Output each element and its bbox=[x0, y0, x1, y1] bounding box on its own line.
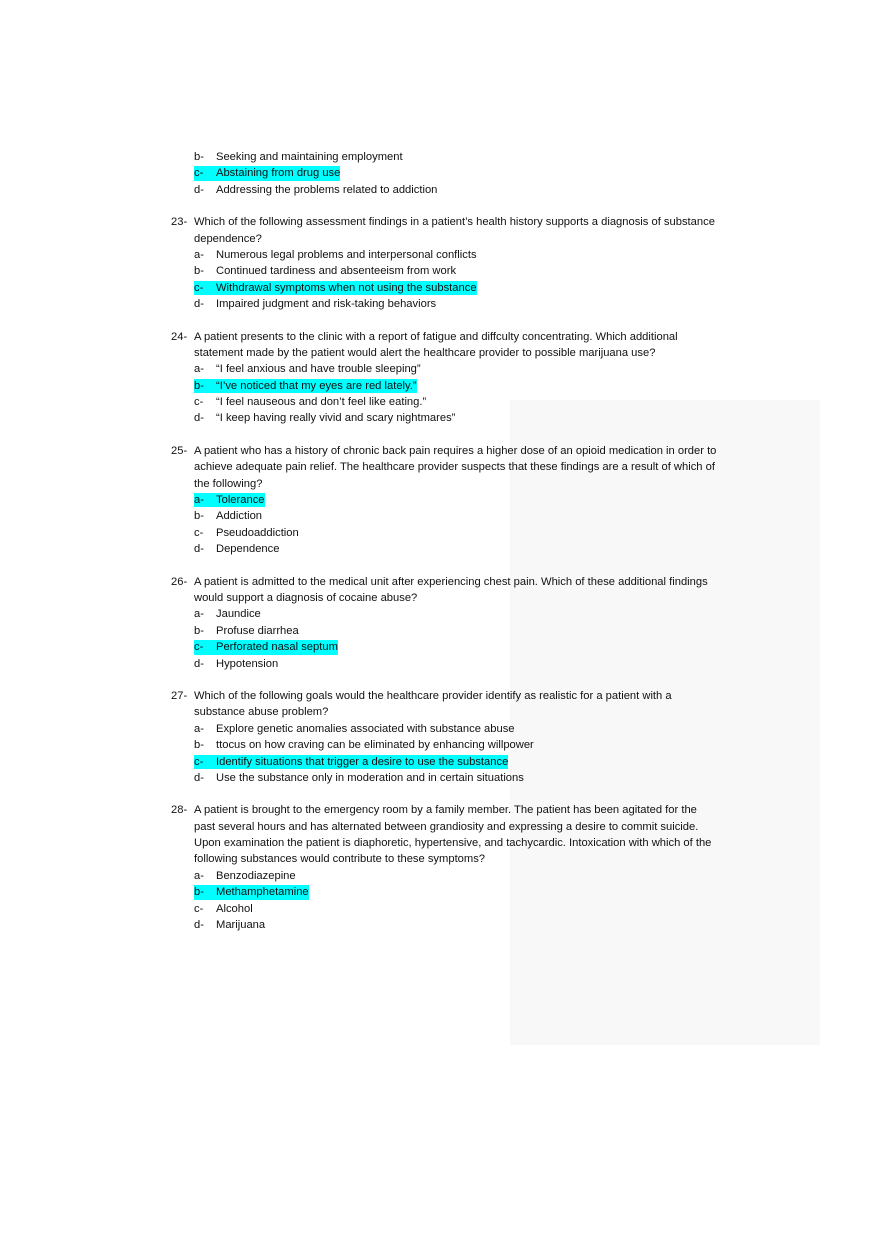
answer-option bbox=[0, 917, 880, 933]
answer-text-wrap bbox=[194, 411, 455, 425]
option-text: ttocus on how craving can be eliminated by enhancing willpower bbox=[216, 739, 534, 752]
option-letter: b- bbox=[194, 739, 204, 752]
question-text: A patient who has a history of chronic back pain requires a higher dose of an opioid medication in order to bbox=[194, 444, 717, 457]
question-line bbox=[0, 835, 880, 851]
question-gap bbox=[0, 672, 880, 688]
option-text: Numerous legal problems and interpersonal conflicts bbox=[216, 248, 477, 261]
option-letter: c- bbox=[194, 281, 204, 294]
answer-option bbox=[0, 378, 880, 394]
question-text: A patient presents to the clinic with a report of fatigue and diffculty concentrating. Which additional bbox=[194, 330, 678, 343]
question-text: Which of the following goals would the healthcare provider identify as realistic for a patient with a bbox=[194, 689, 672, 702]
highlighted-answer bbox=[194, 640, 338, 654]
answer-text-wrap bbox=[194, 722, 515, 736]
question-number: 26- bbox=[171, 575, 188, 588]
highlighted-answer bbox=[194, 755, 508, 769]
answer-option bbox=[0, 623, 880, 639]
question-line bbox=[0, 231, 880, 247]
option-letter: b- bbox=[194, 151, 204, 163]
option-letter: d- bbox=[194, 919, 204, 932]
answer-text-wrap bbox=[194, 362, 421, 376]
question-line bbox=[0, 459, 880, 475]
option-letter: d- bbox=[194, 771, 204, 784]
answer-text-wrap bbox=[194, 738, 534, 752]
question-text: past several hours and has alternated between grandiosity and expressing a desire to commit suicide. bbox=[194, 820, 699, 833]
answer-option bbox=[0, 770, 880, 786]
answer-option bbox=[0, 508, 880, 524]
question-text: substance abuse problem? bbox=[194, 706, 329, 719]
question-block bbox=[0, 802, 880, 933]
option-letter: b- bbox=[194, 265, 204, 278]
answer-option bbox=[0, 247, 880, 263]
option-text: Continued tardiness and absenteeism from work bbox=[216, 265, 457, 278]
option-letter: c- bbox=[194, 902, 204, 915]
question-number: 23- bbox=[171, 216, 188, 229]
option-text: Profuse diarrhea bbox=[216, 624, 299, 637]
question-text: following substances would contribute to these symptoms? bbox=[194, 853, 486, 866]
option-letter: b- bbox=[194, 379, 204, 392]
question-block bbox=[0, 688, 880, 786]
option-text: Impaired judgment and risk-taking behaviors bbox=[216, 298, 437, 311]
question-text: A patient is brought to the emergency room by a family member. The patient has been agitated for the bbox=[194, 804, 697, 817]
option-text: Addiction bbox=[216, 510, 263, 523]
option-letter: b- bbox=[194, 624, 204, 637]
question-line bbox=[0, 476, 880, 492]
option-text: Seeking and maintaining employment bbox=[216, 151, 403, 163]
answer-option bbox=[0, 263, 880, 279]
question-number: 25- bbox=[171, 444, 188, 457]
option-text: Identify situations that trigger a desire to use the substance bbox=[216, 755, 509, 768]
question-text: A patient is admitted to the medical unit after experiencing chest pain. Which of these additional findings bbox=[194, 575, 708, 588]
question-text: would support a diagnosis of cocaine abuse? bbox=[194, 591, 418, 604]
question-line bbox=[0, 688, 880, 704]
question-gap bbox=[0, 427, 880, 443]
answer-option bbox=[0, 525, 880, 541]
question-number: 28- bbox=[171, 804, 188, 817]
answer-option bbox=[0, 721, 880, 737]
question-block bbox=[0, 443, 880, 558]
answer-text-wrap bbox=[194, 264, 456, 278]
option-text: Use the substance only in moderation and in certain situations bbox=[216, 771, 524, 784]
answer-text-wrap bbox=[194, 657, 278, 671]
question-gap bbox=[0, 313, 880, 329]
question-line bbox=[0, 590, 880, 606]
option-text: “I feel nauseous and don’t feel like eating.” bbox=[216, 396, 427, 409]
option-letter: a- bbox=[194, 869, 204, 882]
answer-option bbox=[0, 639, 880, 655]
question-text: Upon examination the patient is diaphoretic, hypertensive, and tachycardic. Intoxication with which of the bbox=[194, 837, 712, 850]
answer-option bbox=[0, 410, 880, 426]
highlighted-answer bbox=[194, 166, 340, 180]
question-block bbox=[0, 149, 880, 198]
option-text: Tolerance bbox=[216, 494, 265, 507]
question-text: dependence? bbox=[194, 232, 262, 245]
option-text: Alcohol bbox=[216, 902, 253, 915]
option-letter: c- bbox=[194, 167, 204, 180]
question-list bbox=[0, 149, 880, 933]
question-line bbox=[0, 214, 880, 230]
question-text: statement made by the patient would alert the healthcare provider to possible marijuana use? bbox=[194, 346, 656, 359]
question-gap bbox=[0, 786, 880, 802]
question-text: achieve adequate pain relief. The healthcare provider suspects that these findings are a result of which of bbox=[194, 461, 715, 474]
question-line bbox=[0, 574, 880, 590]
answer-text-wrap bbox=[194, 395, 426, 409]
option-text: Perforated nasal septum bbox=[216, 641, 338, 654]
answer-text-wrap bbox=[194, 869, 296, 883]
answer-text-wrap bbox=[194, 526, 299, 540]
option-letter: a- bbox=[194, 722, 204, 735]
answer-option bbox=[0, 868, 880, 884]
option-text: Addressing the problems related to addiction bbox=[216, 183, 438, 196]
answer-option bbox=[0, 492, 880, 508]
question-gap bbox=[0, 558, 880, 574]
question-block bbox=[0, 214, 880, 312]
answer-option bbox=[0, 149, 880, 165]
answer-option bbox=[0, 884, 880, 900]
option-letter: a- bbox=[194, 248, 204, 261]
answer-option bbox=[0, 754, 880, 770]
option-letter: a- bbox=[194, 494, 204, 507]
option-text: Hypotension bbox=[216, 657, 279, 670]
option-letter: a- bbox=[194, 363, 204, 376]
option-text: Abstaining from drug use bbox=[216, 167, 341, 180]
question-block bbox=[0, 574, 880, 672]
answer-text-wrap bbox=[194, 771, 524, 785]
question-line bbox=[0, 802, 880, 818]
question-text: Which of the following assessment findings in a patient’s health history supports a diagnosis of substance bbox=[194, 216, 715, 229]
answer-option bbox=[0, 901, 880, 917]
highlighted-answer bbox=[194, 885, 309, 899]
answer-text-wrap bbox=[194, 509, 262, 523]
question-line bbox=[0, 345, 880, 361]
option-letter: c- bbox=[194, 755, 204, 768]
option-text: Methamphetamine bbox=[216, 886, 309, 899]
option-text: Explore genetic anomalies associated with substance abuse bbox=[216, 722, 515, 735]
answer-option bbox=[0, 737, 880, 753]
answer-text-wrap bbox=[194, 542, 279, 556]
answer-option bbox=[0, 606, 880, 622]
question-text: the following? bbox=[194, 477, 263, 490]
option-letter: d- bbox=[194, 412, 204, 425]
question-line bbox=[0, 851, 880, 867]
answer-text-wrap bbox=[194, 902, 253, 916]
answer-text-wrap bbox=[194, 297, 436, 311]
option-letter: b- bbox=[194, 886, 204, 899]
option-text: Pseudoaddiction bbox=[216, 526, 299, 539]
option-letter: c- bbox=[194, 641, 204, 654]
answer-option bbox=[0, 280, 880, 296]
option-letter: d- bbox=[194, 183, 204, 196]
highlighted-answer bbox=[194, 379, 417, 393]
option-letter: d- bbox=[194, 657, 204, 670]
answer-option bbox=[0, 394, 880, 410]
answer-text-wrap bbox=[194, 624, 299, 638]
option-letter: d- bbox=[194, 543, 204, 556]
option-text: Benzodiazepine bbox=[216, 869, 296, 882]
option-letter: c- bbox=[194, 526, 204, 539]
question-number: 24- bbox=[171, 330, 188, 343]
question-block bbox=[0, 329, 880, 427]
question-gap bbox=[0, 198, 880, 214]
answer-option bbox=[0, 656, 880, 672]
option-text: Dependence bbox=[216, 543, 280, 556]
answer-text-wrap bbox=[194, 183, 437, 197]
option-letter: a- bbox=[194, 608, 204, 621]
answer-text-wrap bbox=[194, 918, 265, 932]
answer-option bbox=[0, 165, 880, 181]
answer-option bbox=[0, 296, 880, 312]
answer-text-wrap bbox=[194, 607, 261, 621]
option-text: “I’ve noticed that my eyes are red lately.” bbox=[216, 379, 417, 392]
answer-option bbox=[0, 182, 880, 198]
option-text: Withdrawal symptoms when not using the substance bbox=[216, 281, 477, 294]
answer-text-wrap bbox=[194, 150, 403, 164]
option-text: Jaundice bbox=[216, 608, 261, 621]
answer-text-wrap bbox=[194, 248, 477, 262]
option-text: “I feel anxious and have trouble sleeping” bbox=[216, 363, 421, 376]
highlighted-answer bbox=[194, 281, 477, 295]
option-text: “I keep having really vivid and scary nightmares” bbox=[216, 412, 456, 425]
question-line bbox=[0, 329, 880, 345]
answer-option bbox=[0, 541, 880, 557]
highlighted-answer bbox=[194, 493, 265, 507]
option-letter: b- bbox=[194, 510, 204, 523]
option-letter: c- bbox=[194, 396, 204, 409]
option-letter: d- bbox=[194, 298, 204, 311]
question-number: 27- bbox=[171, 689, 188, 702]
question-line bbox=[0, 704, 880, 720]
option-text: Marijuana bbox=[216, 919, 266, 932]
answer-option bbox=[0, 361, 880, 377]
question-line bbox=[0, 443, 880, 459]
question-line bbox=[0, 819, 880, 835]
